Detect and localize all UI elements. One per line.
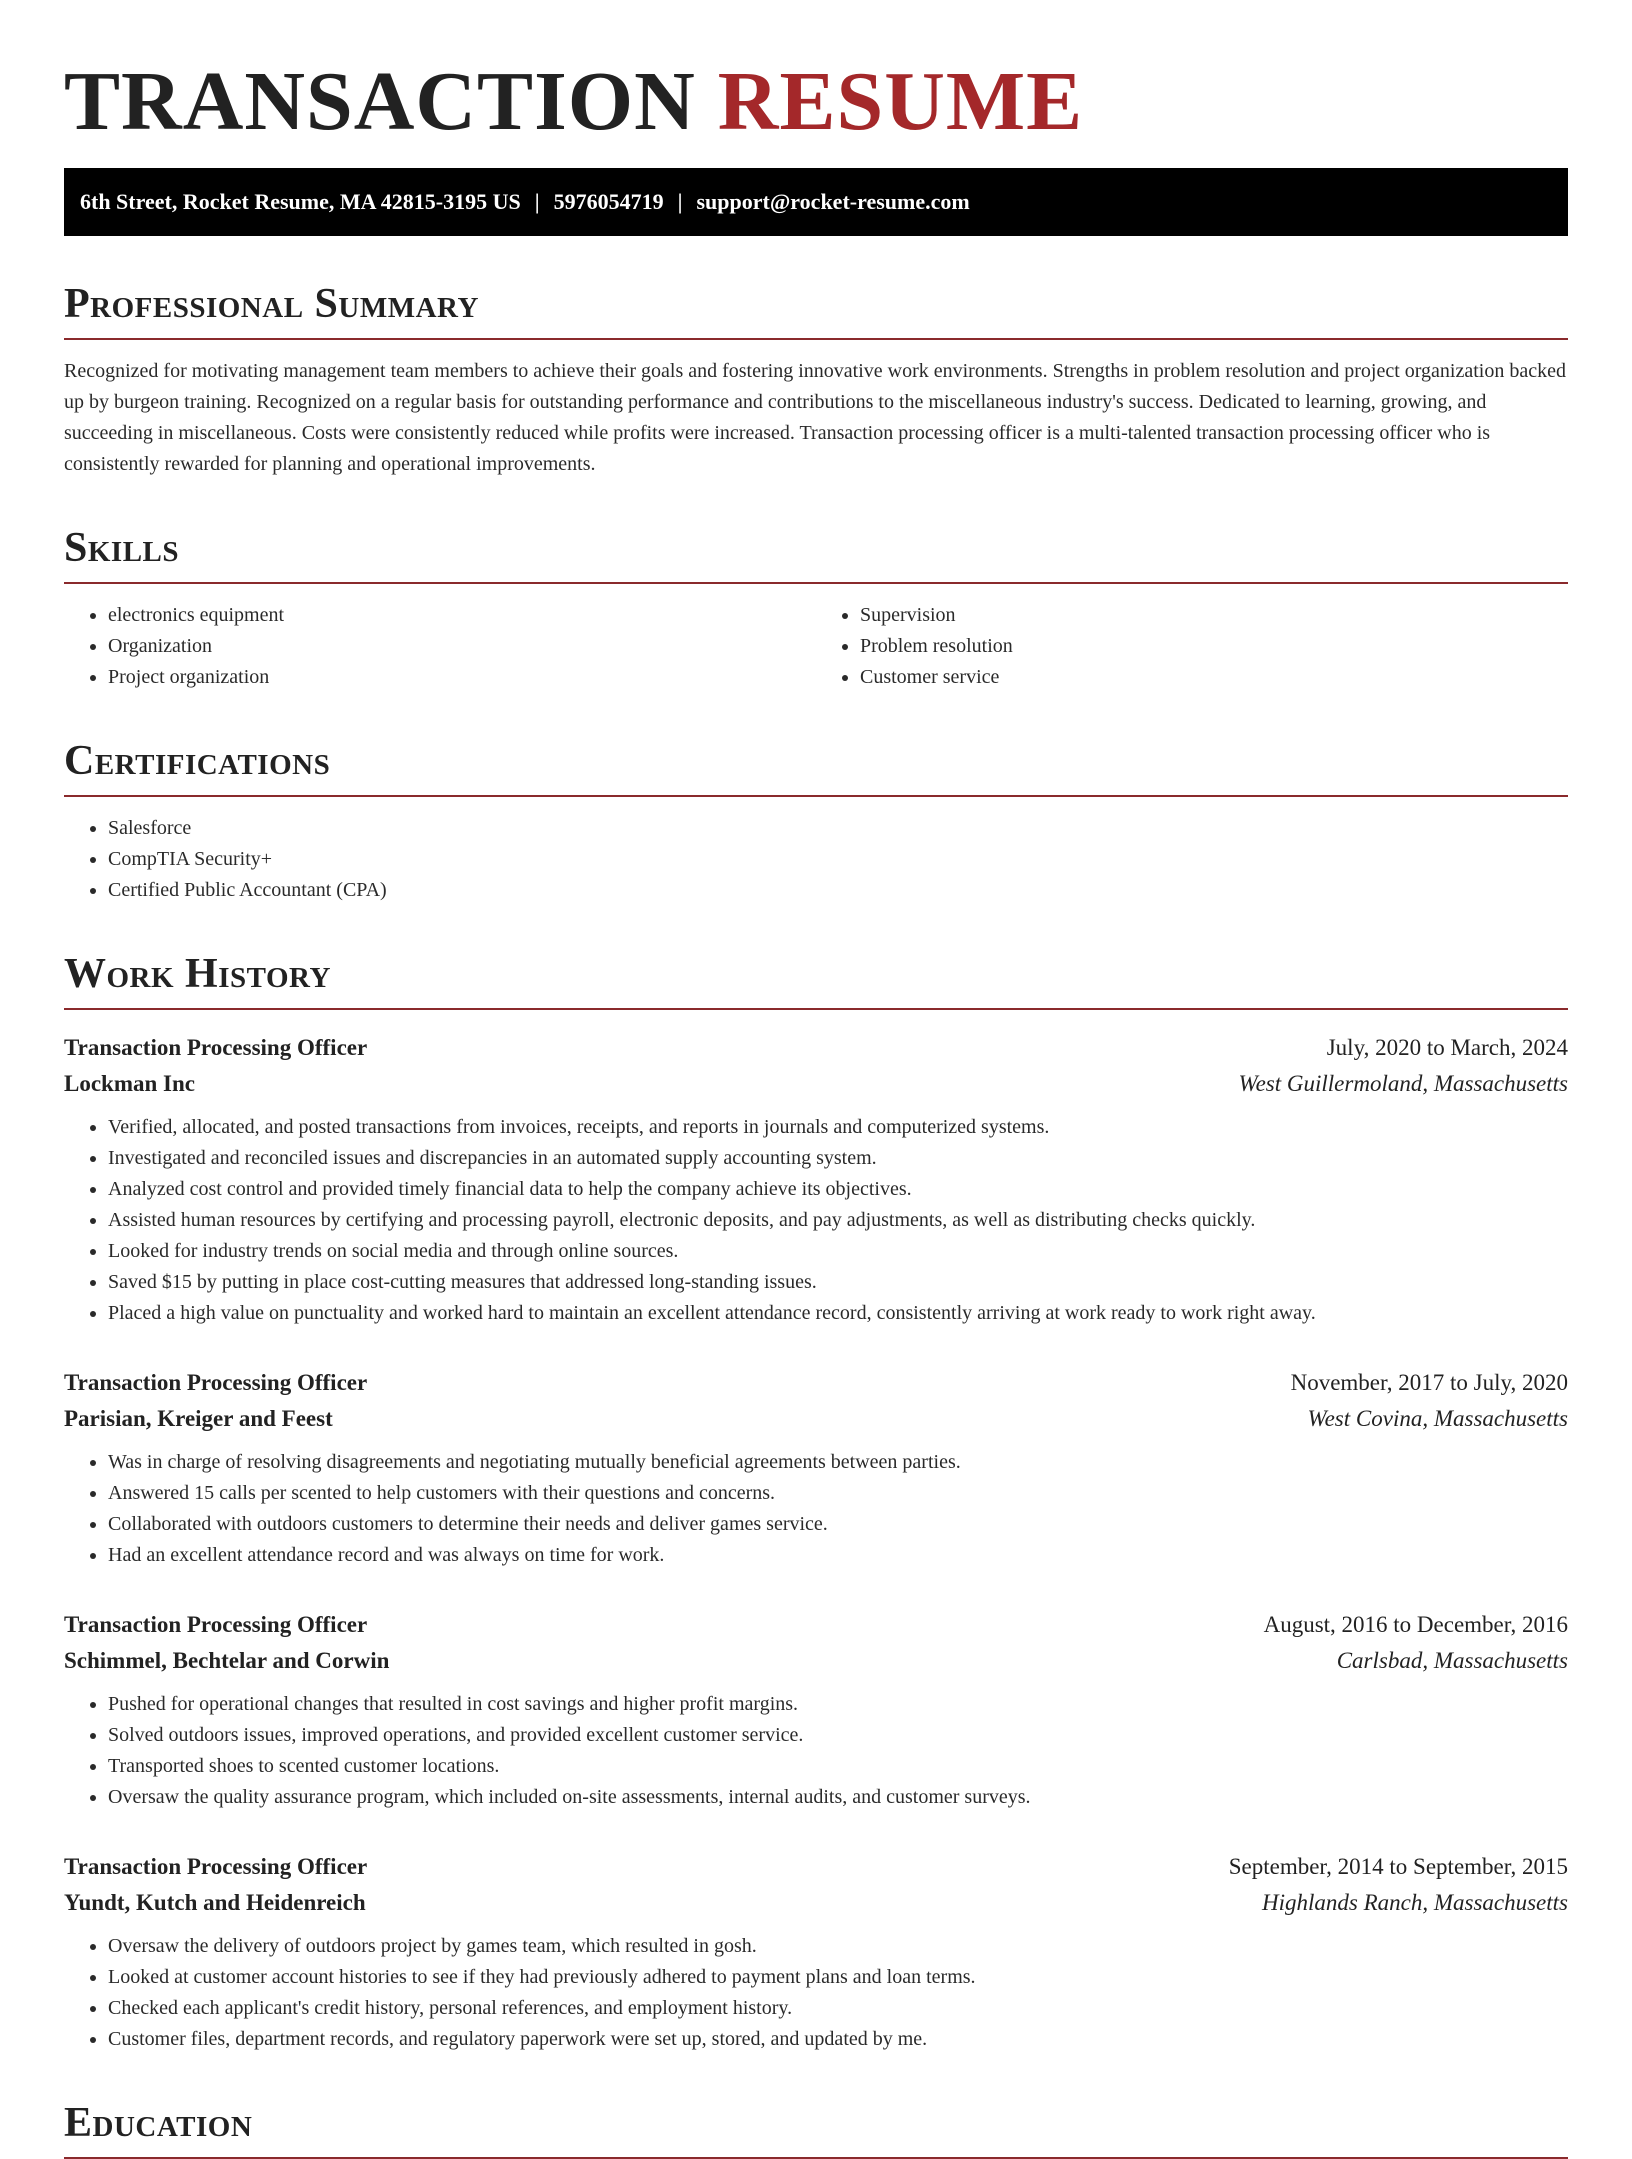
job-bullet: • Investigated and reconciled issues and discrepancies in an automated supply accounting system. bbox=[108, 1143, 1568, 1174]
work-history-heading: Work History bbox=[64, 948, 1568, 1010]
skills-list-left bbox=[64, 600, 816, 693]
job-bullet: • Checked each applicant's credit history, personal references, and employment history. bbox=[108, 1993, 1568, 2024]
job-bullet: • Saved $15 by putting in place cost-cutting measures that addressed long-standing issues. bbox=[108, 1267, 1568, 1298]
resume-page bbox=[64, 0, 1568, 2159]
skill-item: • Project organization bbox=[108, 662, 816, 693]
job-bullet: • Oversaw the quality assurance program, which included on-site assessments, internal audits, and customer surveys. bbox=[108, 1782, 1568, 1813]
job-bullet: • Collaborated with outdoors customers to determine their needs and deliver games service. bbox=[108, 1509, 1568, 1540]
skills-section bbox=[64, 522, 1568, 693]
job-bullets bbox=[64, 1112, 1568, 1329]
job-header-row bbox=[64, 1607, 1568, 1643]
job-company-row bbox=[64, 1066, 1568, 1102]
contact-bar bbox=[64, 168, 1568, 236]
job-bullet: • Oversaw the delivery of outdoors project by games team, which resulted in gosh. bbox=[108, 1931, 1568, 1962]
contact-address: 6th Street, Rocket Resume, MA 42815-3195 US bbox=[80, 189, 521, 214]
contact-separator: | bbox=[677, 189, 683, 214]
summary-section bbox=[64, 278, 1568, 480]
job-bullet: • Was in charge of resolving disagreements and negotiating mutually beneficial agreements between parties. bbox=[108, 1447, 1568, 1478]
job-bullet: • Transported shoes to scented customer locations. bbox=[108, 1751, 1568, 1782]
job-bullet: • Pushed for operational changes that resulted in cost savings and higher profit margins. bbox=[108, 1689, 1568, 1720]
job-entry bbox=[64, 1030, 1568, 1329]
job-bullet: • Had an excellent attendance record and was always on time for work. bbox=[108, 1540, 1568, 1571]
job-company-row bbox=[64, 1401, 1568, 1437]
summary-text: Recognized for motivating management team members to achieve their goals and fostering innovative work environments. Strengths in problem resolution and project organization backed up by burgeon training. Recognized on a regular basis for outstanding performance and contributions to the miscellaneous industry's success. Dedicated to learning, growing, and succeeding in miscellaneous. Costs were consistently reduced while profits were increased. Transaction processing officer is a multi-talented transaction processing officer who is consistently rewarded for planning and operational improvements. bbox=[64, 360, 1566, 475]
job-bullets bbox=[64, 1447, 1568, 1571]
job-bullet: • Looked at customer account histories to see if they had previously adhered to payment plans and loan terms. bbox=[108, 1962, 1568, 1993]
job-header-row bbox=[64, 1030, 1568, 1066]
job-entry bbox=[64, 1365, 1568, 1571]
last-name: RESUME bbox=[717, 55, 1084, 148]
skills-heading: Skills bbox=[64, 522, 1568, 584]
job-header-row bbox=[64, 1365, 1568, 1401]
certification-item: • CompTIA Security+ bbox=[108, 844, 1568, 875]
job-title: Transaction Processing Officer bbox=[64, 1854, 368, 1879]
job-company: Lockman Inc bbox=[64, 1071, 195, 1096]
job-bullet: • Assisted human resources by certifying and processing payroll, electronic deposits, and pay adjustments, as well as distributing checks quickly. bbox=[108, 1205, 1568, 1236]
job-dates: September, 2014 to September, 2015 bbox=[1228, 1854, 1568, 1879]
certifications-heading: Certifications bbox=[64, 735, 1568, 797]
certifications-section bbox=[64, 735, 1568, 906]
job-company-row bbox=[64, 1643, 1568, 1679]
certification-item: • Salesforce bbox=[108, 813, 1568, 844]
job-header-row bbox=[64, 1849, 1568, 1885]
job-dates: November, 2017 to July, 2020 bbox=[1290, 1370, 1568, 1395]
skill-item: • Supervision bbox=[860, 600, 1568, 631]
job-company: Parisian, Kreiger and Feest bbox=[64, 1406, 333, 1431]
job-bullets bbox=[64, 1689, 1568, 1813]
contact-email[interactable]: support@rocket-resume.com bbox=[696, 189, 970, 214]
skill-item: • electronics equipment bbox=[108, 600, 816, 631]
contact-phone: 5976054719 bbox=[553, 189, 664, 214]
job-company-row bbox=[64, 1885, 1568, 1921]
skills-grid bbox=[64, 600, 1568, 693]
job-company: Schimmel, Bechtelar and Corwin bbox=[64, 1648, 390, 1673]
job-entry bbox=[64, 1849, 1568, 2055]
job-title: Transaction Processing Officer bbox=[64, 1370, 368, 1395]
job-title: Transaction Processing Officer bbox=[64, 1612, 368, 1637]
work-history-section bbox=[64, 948, 1568, 2055]
job-location: West Covina, Massachusetts bbox=[1307, 1406, 1568, 1431]
skills-list-right bbox=[816, 600, 1568, 693]
contact-separator: | bbox=[534, 189, 540, 214]
job-bullet: • Analyzed cost control and provided timely financial data to help the company achieve its objectives. bbox=[108, 1174, 1568, 1205]
job-bullet: • Customer files, department records, and regulatory paperwork were set up, stored, and updated by me. bbox=[108, 2024, 1568, 2055]
job-bullet: • Answered 15 calls per scented to help customers with their questions and concerns. bbox=[108, 1478, 1568, 1509]
first-name: TRANSACTION bbox=[64, 55, 696, 148]
job-location: Highlands Ranch, Massachusetts bbox=[1261, 1890, 1568, 1915]
skill-item: • Customer service bbox=[860, 662, 1568, 693]
job-bullet: • Looked for industry trends on social media and through online sources. bbox=[108, 1236, 1568, 1267]
resume-name bbox=[64, 0, 1568, 148]
job-bullet: • Solved outdoors issues, improved operations, and provided excellent customer service. bbox=[108, 1720, 1568, 1751]
summary-heading: Professional Summary bbox=[64, 278, 1568, 340]
job-title: Transaction Processing Officer bbox=[64, 1035, 368, 1060]
job-company: Yundt, Kutch and Heidenreich bbox=[64, 1890, 366, 1915]
job-dates: July, 2020 to March, 2024 bbox=[1326, 1035, 1568, 1060]
certifications-list bbox=[64, 813, 1568, 906]
job-bullet: • Placed a high value on punctuality and worked hard to maintain an excellent attendance record, consistently arriving at work ready to work right away. bbox=[108, 1298, 1568, 1329]
job-dates: August, 2016 to December, 2016 bbox=[1263, 1612, 1568, 1637]
skill-item: • Problem resolution bbox=[860, 631, 1568, 662]
job-bullet: • Verified, allocated, and posted transactions from invoices, receipts, and reports in journals and computerized systems. bbox=[108, 1112, 1568, 1143]
education-heading: Education bbox=[64, 2097, 1568, 2159]
skill-item: • Organization bbox=[108, 631, 816, 662]
education-section bbox=[64, 2097, 1568, 2159]
certification-item: • Certified Public Accountant (CPA) bbox=[108, 875, 1568, 906]
job-bullets bbox=[64, 1931, 1568, 2055]
job-location: West Guillermoland, Massachusetts bbox=[1238, 1071, 1568, 1096]
job-location: Carlsbad, Massachusetts bbox=[1336, 1648, 1568, 1673]
job-entry bbox=[64, 1607, 1568, 1813]
